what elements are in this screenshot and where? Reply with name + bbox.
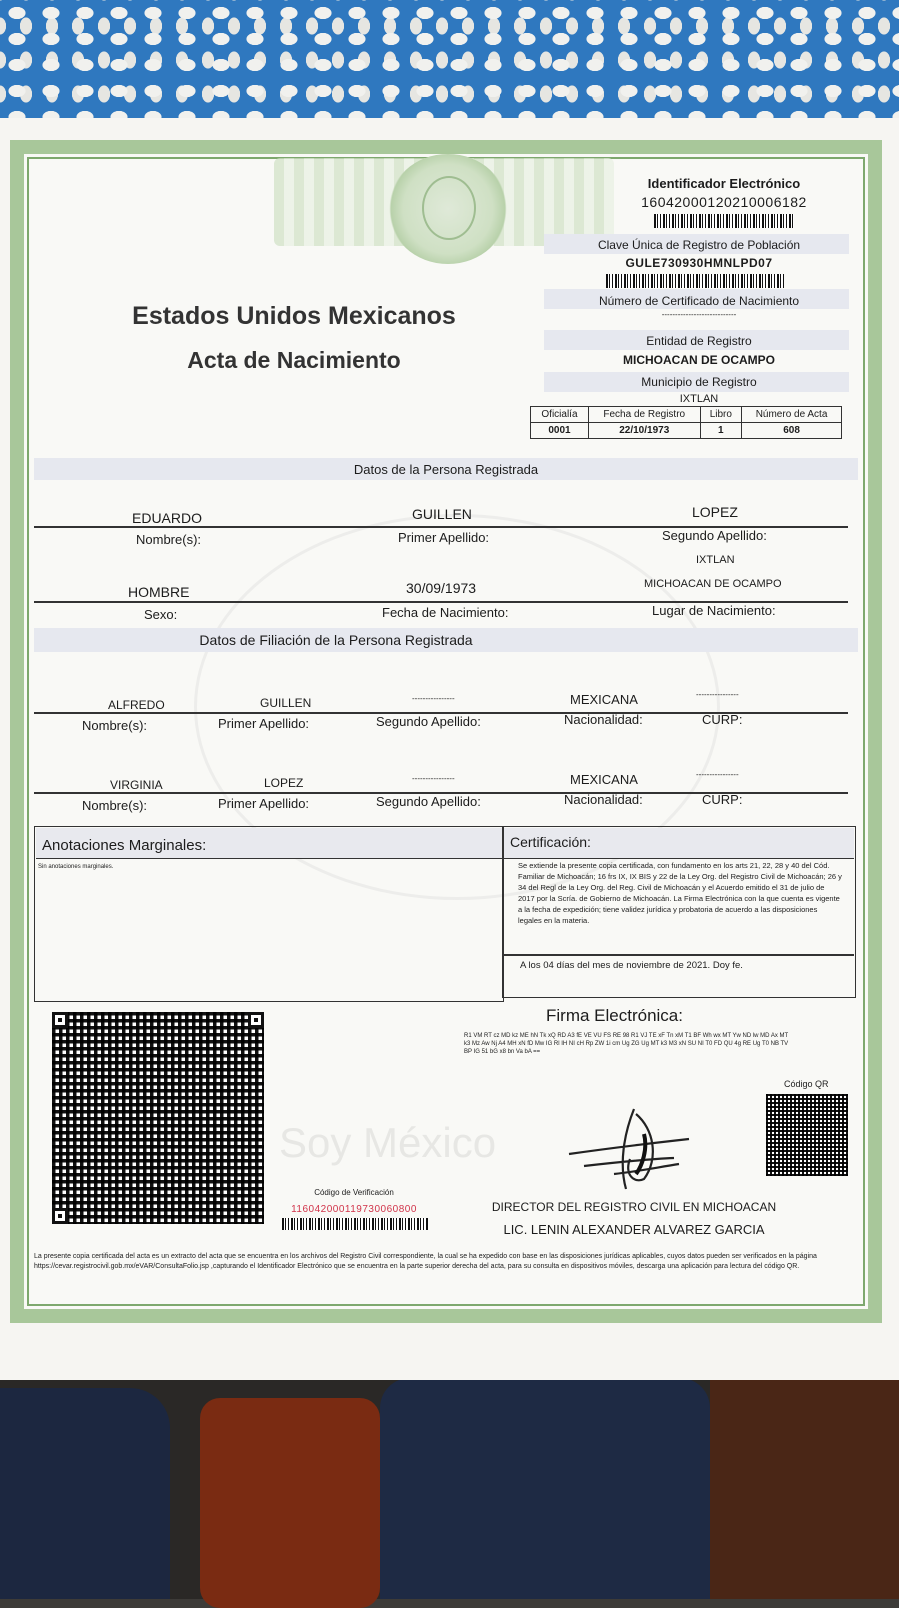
person-birthplace-city: IXTLAN xyxy=(696,554,735,566)
wood-surface xyxy=(710,1378,899,1599)
col-libro: Libro xyxy=(700,407,742,423)
parent2-name-label: Nombre(s): xyxy=(82,798,148,813)
date-prefix: A los xyxy=(520,960,541,971)
certification-text: Se extiende la presente copia certificada, con fundamento en los arts 21, 22, 28 y 40 del Cód. Familiar de Michoacán; 16 frs IX, IX BIS y 22 de la Ley Org. del Registro Civil de Michoacán; 26 y 34 del Regl de la Ley Org. del Reg. Civil de Michoacán y el Acuerdo emitido el 31 de julio de 2017 por la Scría. de Gobierno de Michoacán. La Firma Electrónica con la que cuenta es vigente a la fecha de expedición; tiene validez jurídica y probatoria de acuerdo a las disposiciones legales en la materia. xyxy=(518,861,842,925)
country-title: Estados Unidos Mexicanos xyxy=(132,302,456,330)
curp-value: GULE730930HMNLPD07 xyxy=(625,256,773,270)
parent2-nationality-label: Nacionalidad: xyxy=(564,792,643,807)
parent1-first-surname-label: Primer Apellido: xyxy=(218,716,310,731)
verification-code: 116042000119730060800 xyxy=(291,1204,417,1215)
parent1-curp: ---------------- xyxy=(696,690,739,699)
person-first-surname-label: Primer Apellido: xyxy=(398,530,490,545)
electronic-signature-hash: R1 VM RT cz MD kz ME hN Tk xQ RD A3 fE VE VU FS RE 98 R1 VJ TE xF Tn xM T1 BF Wh wx MT Yw ND lw MD Ax MT k3 Mz Aw Nj A4 MH xN fD Mw IG Rl IH NI cH Rp ZW 1i cm Ug ZG Ug MT k3 M3 xN SU NI T0 FD QU 4g RE Ug T0 NB TV BP IG 51 bG x8 bn Va bA == xyxy=(464,1033,789,1055)
col-fecha-registro: Fecha de Registro xyxy=(588,407,700,423)
cert-number-label: Número de Certificado de Nacimiento xyxy=(598,294,800,308)
value-numero-acta: 608 xyxy=(742,423,842,439)
value-libro: 1 xyxy=(700,423,742,439)
director-title: DIRECTOR DEL REGISTRO CIVIL EN MICHOACAN xyxy=(491,1200,777,1214)
marginal-notes-title: Anotaciones Marginales: xyxy=(42,837,207,854)
col-oficialia: Oficialía xyxy=(531,407,589,423)
municipality-value: IXTLAN xyxy=(679,393,719,405)
certification-title: Certificación: xyxy=(510,834,591,850)
parent1-curp-label: CURP: xyxy=(702,712,743,727)
parent1-first-surname: GUILLEN xyxy=(260,696,312,710)
person-birthplace-state: MICHOACAN DE OCAMPO xyxy=(644,578,782,590)
document-title: Acta de Nacimiento xyxy=(187,347,401,373)
value-fecha-registro: 22/10/1973 xyxy=(588,423,700,439)
date-de: de xyxy=(673,960,684,971)
handwritten-signature xyxy=(564,1104,694,1194)
director-name: LIC. LENIN ALEXANDER ALVAREZ GARCIA xyxy=(503,1222,765,1237)
date-year: 2021. xyxy=(686,960,711,971)
entity-value: MICHOACAN DE OCAMPO xyxy=(623,353,775,367)
person-sex-label: Sexo: xyxy=(144,607,178,622)
entity-label: Entidad de Registro xyxy=(646,334,752,348)
small-qr-code xyxy=(766,1094,848,1176)
qr-label: Código QR xyxy=(784,1079,829,1089)
person-dob-label: Fecha de Nacimiento: xyxy=(382,605,509,620)
registry-table xyxy=(530,406,842,439)
verification-label: Código de Verificación xyxy=(314,1188,394,1197)
electronic-signature-title: Firma Electrónica: xyxy=(546,1006,683,1025)
parent2-second-surname: ---------------- xyxy=(412,774,455,783)
col-numero-acta: Número de Acta xyxy=(742,407,842,423)
parent2-first-surname: LOPEZ xyxy=(264,776,304,790)
fabric-left xyxy=(0,1388,170,1599)
parent1-second-surname-label: Segundo Apellido: xyxy=(376,714,481,729)
curp-barcode xyxy=(606,274,784,288)
large-qr-code xyxy=(52,1012,264,1224)
parent1-name: ALFREDO xyxy=(108,698,165,712)
parent2-nationality: MEXICANA xyxy=(570,772,638,787)
verification-barcode xyxy=(282,1218,428,1230)
eagle-emblem-icon xyxy=(422,176,476,240)
certificate-frame xyxy=(10,140,882,1323)
date-month: noviembre xyxy=(626,960,671,971)
qr-finder-tr xyxy=(248,1012,264,1028)
parent1-nationality: MEXICANA xyxy=(570,692,638,707)
electronic-id-label: Identificador Electrónico xyxy=(647,176,801,191)
parent2-name: VIRGINIA xyxy=(110,778,163,792)
watermark-text: Soy México xyxy=(279,1119,497,1166)
birth-certificate-paper xyxy=(0,118,899,1380)
electronic-id-barcode xyxy=(654,214,794,228)
certification-divider xyxy=(504,954,854,956)
parent1-second-surname: ---------------- xyxy=(412,694,455,703)
fabric-center xyxy=(380,1378,710,1599)
municipality-label: Municipio de Registro xyxy=(641,375,757,389)
qr-finder-tl xyxy=(52,1012,68,1028)
parent2-second-surname-label: Segundo Apellido: xyxy=(376,794,481,809)
certification-date-row xyxy=(520,960,743,971)
marginal-notes-text: Sin anotaciones marginales. xyxy=(38,864,114,870)
parent2-first-surname-label: Primer Apellido: xyxy=(218,796,310,811)
qr-finder-bl xyxy=(52,1208,68,1224)
value-oficialia: 0001 xyxy=(531,423,589,439)
person-birthplace-label: Lugar de Nacimiento: xyxy=(652,603,776,618)
date-mid: días del mes de xyxy=(556,960,624,971)
footer-disclaimer: La presente copia certificada del acta es un extracto del acta que se encuentra en los archivos del Registro Civil correspondiente, la cual se ha expedido con base en las disposiciones jurídicas aplicables, cuyos datos pueden ser verificados en la página https://cevar.registrocivil.gob.mx/eVAR/ConsultaFolio.jsp ,capturando el Identificador Electrónico que se encuentra en la parte superior derecha del acta, para su consulta en dispositivos móviles, descarga una aplicación para lectura del código QR. xyxy=(34,1253,817,1270)
chair-back xyxy=(200,1398,380,1608)
parent1-name-label: Nombre(s): xyxy=(82,718,148,733)
parent2-curp: ---------------- xyxy=(696,770,739,779)
person-dob-value: 30/09/1973 xyxy=(406,580,477,596)
person-first-surname-value: GUILLEN xyxy=(412,506,472,522)
person-name-label: Nombre(s): xyxy=(136,532,202,547)
date-day: 04 xyxy=(543,960,554,971)
cert-number-value: ---------------------------- xyxy=(661,310,737,319)
parent1-nationality-label: Nacionalidad: xyxy=(564,712,643,727)
person-section-title: Datos de la Persona Registrada xyxy=(353,462,539,477)
table-background xyxy=(0,1378,899,1599)
parent2-curp-label: CURP: xyxy=(702,792,743,807)
electronic-id-value: 16042000120210006182 xyxy=(641,194,807,210)
person-second-surname-value: LOPEZ xyxy=(692,504,738,520)
person-sex-value: HOMBRE xyxy=(128,584,190,600)
date-suffix: Doy fe. xyxy=(712,960,743,971)
person-name-value: EDUARDO xyxy=(132,510,203,526)
curp-label: Clave Única de Registro de Población xyxy=(597,238,801,252)
filiation-section-title: Datos de Filiación de la Persona Registrada xyxy=(199,632,473,648)
person-second-surname-label: Segundo Apellido: xyxy=(662,528,767,543)
